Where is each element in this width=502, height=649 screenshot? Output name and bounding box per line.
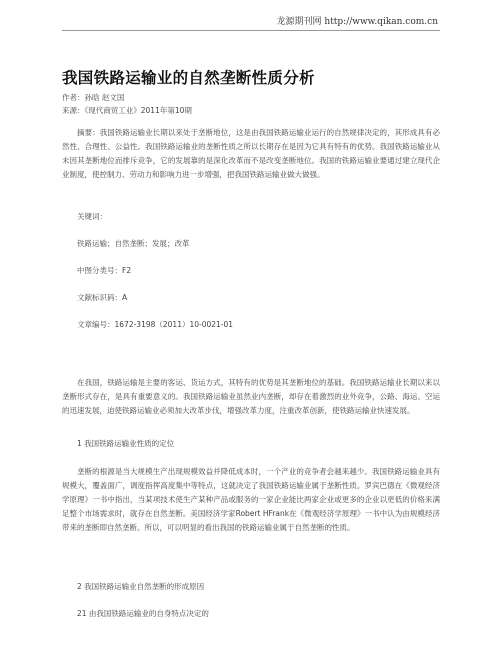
document-code: 文献标识码：A [77, 293, 128, 302]
classification-code: 中图分类号：F2 [77, 266, 132, 275]
keywords-label: 关键词： [77, 212, 107, 221]
section1-heading: 1 我国铁路运输业性质的定位 [77, 439, 175, 448]
header-site-url: 龙源期刊网 http://www.qikan.com.cn [276, 17, 438, 27]
header-divider [62, 30, 440, 31]
article-number: 文章编号：1672-3198（2011）10-0021-01 [77, 320, 234, 329]
article-title: 我国铁路运输业的自然垄断性质分析 [62, 69, 315, 87]
article-source: 来源：《现代商贸工业》2011年第10期 [62, 106, 192, 115]
section2-heading: 2 我国铁路运输业自然垄断的形成原因 [77, 582, 205, 591]
keywords-list: 铁路运输；自然垄断；发展；改革 [77, 239, 190, 248]
section1-paragraph: 垄断的根源是当大规模生产出现规模效益并降低成本时，一个产业的竞争者会越来越少。我国铁路运输业具有规模大，覆盖面广，调度指挥高度集中等特点，这就决定了我国铁路运输业属于垄断性质。罗宾巴德在《微观经济学原理》一书中指出，当某项技术使生产某种产品或服务的一家企业能比两家企业或更多的企业以更低的价格来满足整个市场需求时，就存在自然垄断。美国经济学家Robert HFrank在《微观经济学原理》一书中认为由规模经济带来的垄断即自然垄断。所以，可以明显的看出我国的铁路运输业属于自然垄断的性质。 [62, 467, 440, 532]
article-authors: 作者：孙晗 赵文国 [62, 93, 125, 102]
section21-heading: 21 由我国铁路运输业的自身特点决定的 [77, 609, 209, 618]
intro-paragraph: 在我国，铁路运输是主要的客运、货运方式，其特有的优势是其垄断地位的基础。我国铁路运输业长期以来以垄断形式存在，是具有重要意义的。我国铁路运输业虽然业内垄断，却存在着激烈的业外竞争，公路、海运、空运的迅速发展，迫使铁路运输业必须加大改革步伐，增强改革力度，注重改革创新，使铁路运输业快速发展。 [62, 378, 440, 415]
article-abstract: 摘要：我国铁路运输业长期以来处于垄断地位，这是由我国铁路运输业运行的自然规律决定的，其形成具有必然性、合理性、公益性。我国铁路运输业的垄断性质之所以长期存在是因为它具有特有的优势。我国铁路运输业从未因其垄断地位而排斥竞争，它的发展靠的是深化改革而不是改变垄断地位。我国的铁路运输业要通过建立现代企业制度，使控制力、劳动力和影响力进一步增强，把我国铁路运输业做大做强。 [62, 128, 440, 179]
